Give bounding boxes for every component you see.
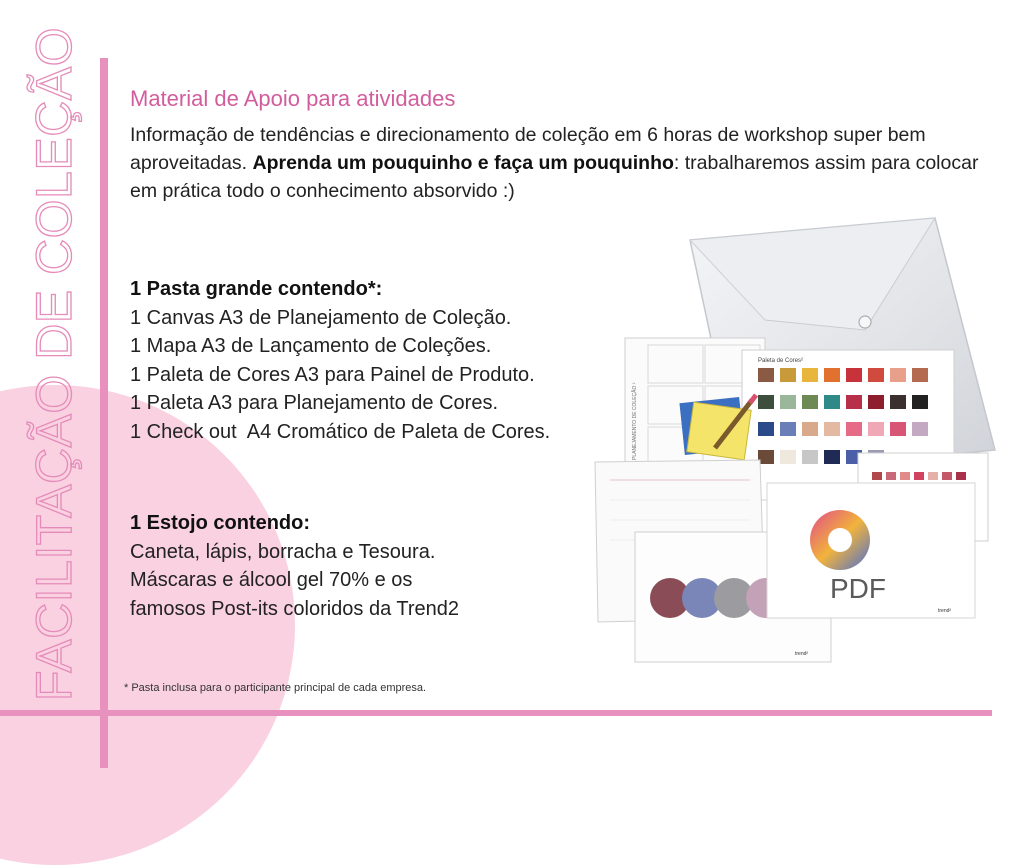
folder-item: 1 Paleta de Cores A3 para Painel de Produto. xyxy=(130,363,535,386)
folder-item: 1 Mapa A3 de Lançamento de Coleções. xyxy=(130,335,492,357)
case-item: Máscaras e álcool gel 70% e os xyxy=(130,569,413,591)
brand-mark-2: trend² xyxy=(938,608,952,614)
case-block xyxy=(130,509,459,623)
pdf-label: PDF xyxy=(830,573,886,604)
folder-item: 1 Canvas A3 de Planejamento de Coleção. xyxy=(130,306,512,329)
canvas-title: PLANEJAMENTO DE COLEÇÃO ² xyxy=(632,382,638,460)
vertical-divider xyxy=(100,58,108,768)
folder-item: 1 Paleta A3 para Planejamento de Cores. xyxy=(130,392,499,414)
pdf-card xyxy=(767,483,975,618)
horizontal-divider xyxy=(0,710,992,716)
case-item: Caneta, lápis, borracha e Tesoura. xyxy=(130,540,436,563)
folder-block xyxy=(130,275,550,446)
folder-item: 1 Check out A4 Cromático de Paleta de Cores. xyxy=(130,420,551,443)
intro-text-2: : trabalharemos assim para colocar em prática todo o conhecimento absorvido :) xyxy=(130,152,979,202)
palette-title: Paleta de Cores² xyxy=(758,358,804,364)
materials-illustration xyxy=(590,210,1020,680)
case-heading: 1 Estojo contendo: xyxy=(130,512,310,534)
intro-bold: Aprenda um pouquinho e faça um pouquinho xyxy=(252,152,674,174)
subtitle: Material de Apoio para atividades xyxy=(130,86,456,111)
intro-paragraph xyxy=(130,121,990,205)
folder-heading: 1 Pasta grande contendo*: xyxy=(130,278,383,300)
case-item: famosos Post-its coloridos da Trend2 xyxy=(130,597,460,620)
side-title: FACILITAÇÃO DE COLEÇÃO xyxy=(26,26,82,702)
intro-text-1: Informação de tendências e direcionamento de coleção em 6 horas de workshop super bem aproveitadas. xyxy=(130,124,926,174)
brand-mark-1: trend² xyxy=(795,651,809,657)
footnote: * Pasta inclusa para o participante principal de cada empresa. xyxy=(124,682,427,694)
